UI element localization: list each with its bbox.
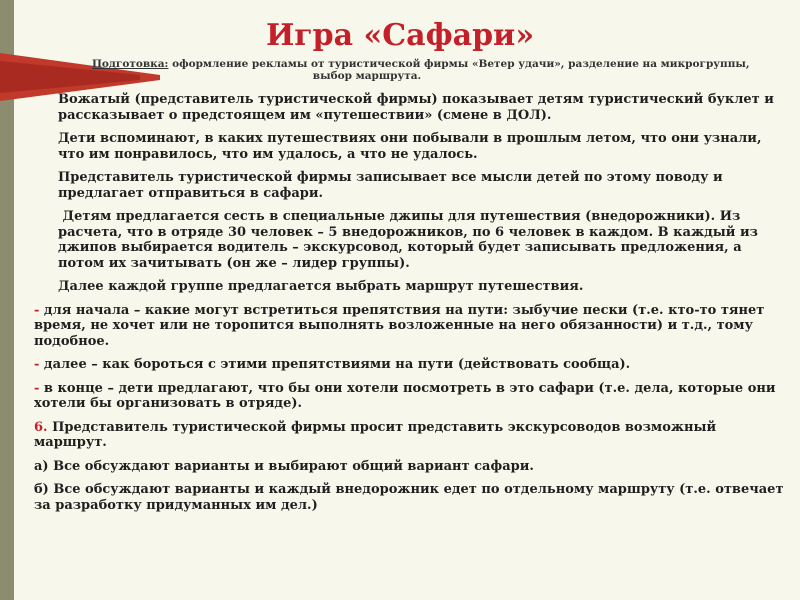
bullet-item: [22, 357, 792, 373]
list-number: [22, 170, 58, 186]
list-item: [22, 279, 792, 295]
sub-item: [22, 482, 792, 513]
list-item: [22, 131, 792, 162]
bullet-item: [22, 381, 792, 412]
subtitle-label: Подготовка:: [92, 58, 169, 70]
bullet-mark: -: [34, 302, 40, 318]
sub-item-text: а) Все обсуждают варианты и выбирают общий вариант сафари.: [34, 458, 534, 474]
list-item-6: [22, 420, 792, 451]
list-item: [22, 170, 792, 201]
bullet-mark: -: [34, 380, 40, 396]
list-number: [22, 209, 58, 225]
bullet-text: в конце – дети предлагают, что бы они хотели посмотреть в это сафари (т.е. дела, которые они хотели бы организовать в отряде).: [34, 380, 776, 411]
list-text: Детям предлагается сесть в специальные джипы для путешествия (внедорожники). Из расчета, что в отряде 30 человек – 5 внедорожников, по 6 человек в каждом. В каждый из джипов выбирается водитель – экскурсовод, который будет записывать предложения, а потом их зачитывать (он же – лидер группы).: [58, 209, 758, 271]
list-number: [22, 279, 58, 295]
bullet-item: [22, 303, 792, 350]
bullet-mark: -: [34, 357, 40, 372]
bullet-text: для начала – какие могут встретиться препятствия на пути: зыбучие пески (т.е. кто-то тянет время, не хочет или не торопится выполнять возложенные на него обязанности) и т.д., тому подобное.: [34, 302, 765, 349]
list-text: Представитель туристической фирмы просит представить экскурсоводов возможный маршрут.: [34, 419, 717, 450]
list-number: [22, 92, 58, 108]
sub-item-text: б) Все обсуждают варианты и каждый внедорожник едет по отдельному маршруту (т.е. отвечает за разработку придуманных им дел.): [34, 482, 784, 513]
bullet-text: далее – как бороться с этими препятствиями на пути (действовать сообща).: [39, 357, 631, 372]
list-item: [22, 92, 792, 123]
list-text: Далее каждой группе предлагается выбрать маршрут путешествия.: [58, 279, 584, 294]
page-title: Игра «Сафари»: [265, 18, 535, 53]
subtitle-line2: выбор маршрута.: [312, 70, 422, 82]
subtitle-text: оформление рекламы от туристической фирмы «Ветер удачи», разделение на микрогруппы,: [168, 58, 750, 70]
sub-item: [22, 459, 792, 475]
list-number: 6.: [34, 419, 48, 435]
list-item: [22, 209, 792, 271]
list-text: Вожатый (представитель туристической фирмы) показывает детям туристический буклет и рассказывает о предстоящем им «путешествии» (смене в ДОЛ).: [58, 92, 774, 123]
list-number: [22, 131, 58, 147]
content-body: [22, 92, 792, 521]
list-text: Представитель туристической фирмы записывает все мысли детей по этому поводу и предлагает отправиться в сафари.: [58, 170, 723, 201]
list-text: Дети вспоминают, в каких путешествиях они побывали в прошлым летом, что они узнали, что им понравилось, что им удалось, а что не удалось.: [58, 131, 762, 162]
subtitle: [92, 58, 772, 82]
